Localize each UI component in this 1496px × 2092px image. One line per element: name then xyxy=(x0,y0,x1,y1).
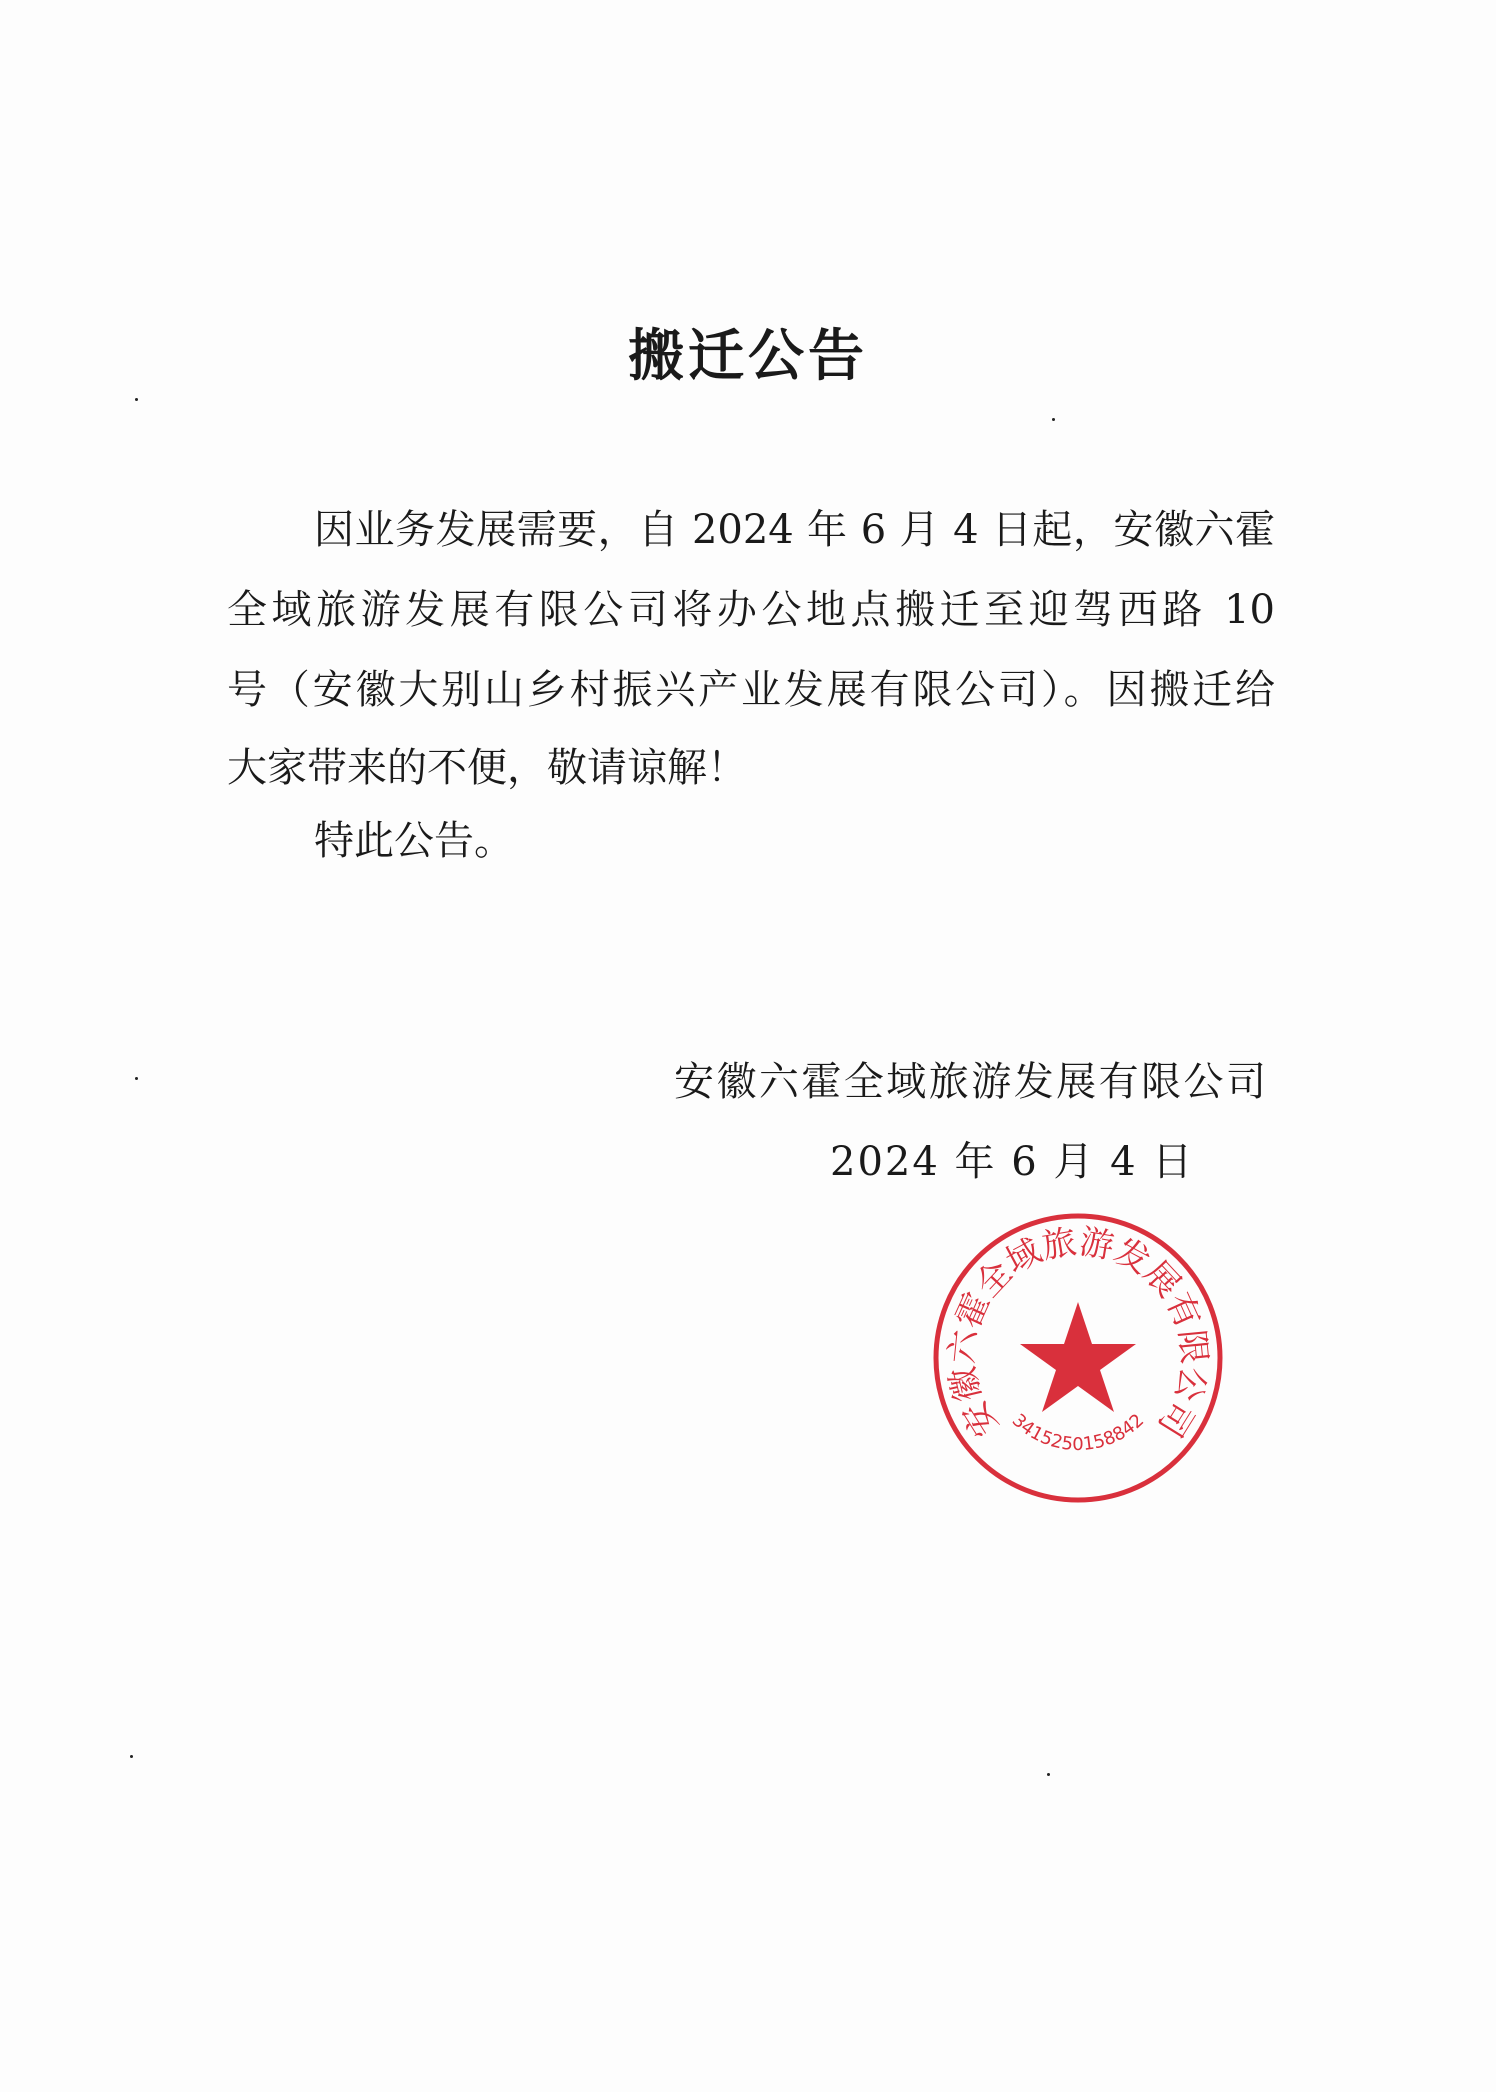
scan-speck xyxy=(135,1077,138,1080)
closing-text: 特此公告。 xyxy=(314,818,514,864)
body-line-2: 全域旅游发展有限公司将办公地点搬迁至迎驾西路 10 xyxy=(227,587,1275,633)
scan-speck xyxy=(135,398,138,401)
seal-text: 安徽六霍全域旅游发展有限公司 xyxy=(941,1221,1215,1444)
body-line-4: 大家带来的不便，敬请谅解！ xyxy=(227,745,747,791)
svg-text:3415250158842 xyxy=(1008,1410,1148,1455)
scan-speck xyxy=(1052,418,1055,421)
seal-code: 3415250158842 xyxy=(1007,1409,1149,1456)
body-line-3: 号（安徽大别山乡村振兴产业发展有限公司）。因搬迁给 xyxy=(227,667,1275,713)
company-seal xyxy=(930,1210,1226,1506)
page-title: 搬迁公告 xyxy=(628,324,868,389)
body-line-1: 因业务发展需要，自 2024 年 6 月 4 日起，安徽六霍 xyxy=(314,507,1275,553)
signature-company: 安徽六霍全域旅游发展有限公司 xyxy=(674,1059,1266,1105)
scan-speck xyxy=(130,1755,133,1758)
scan-speck xyxy=(1047,1773,1050,1776)
seal-star-icon xyxy=(1020,1302,1136,1412)
signature-date: 2024 年 6 月 4 日 xyxy=(830,1139,1195,1185)
